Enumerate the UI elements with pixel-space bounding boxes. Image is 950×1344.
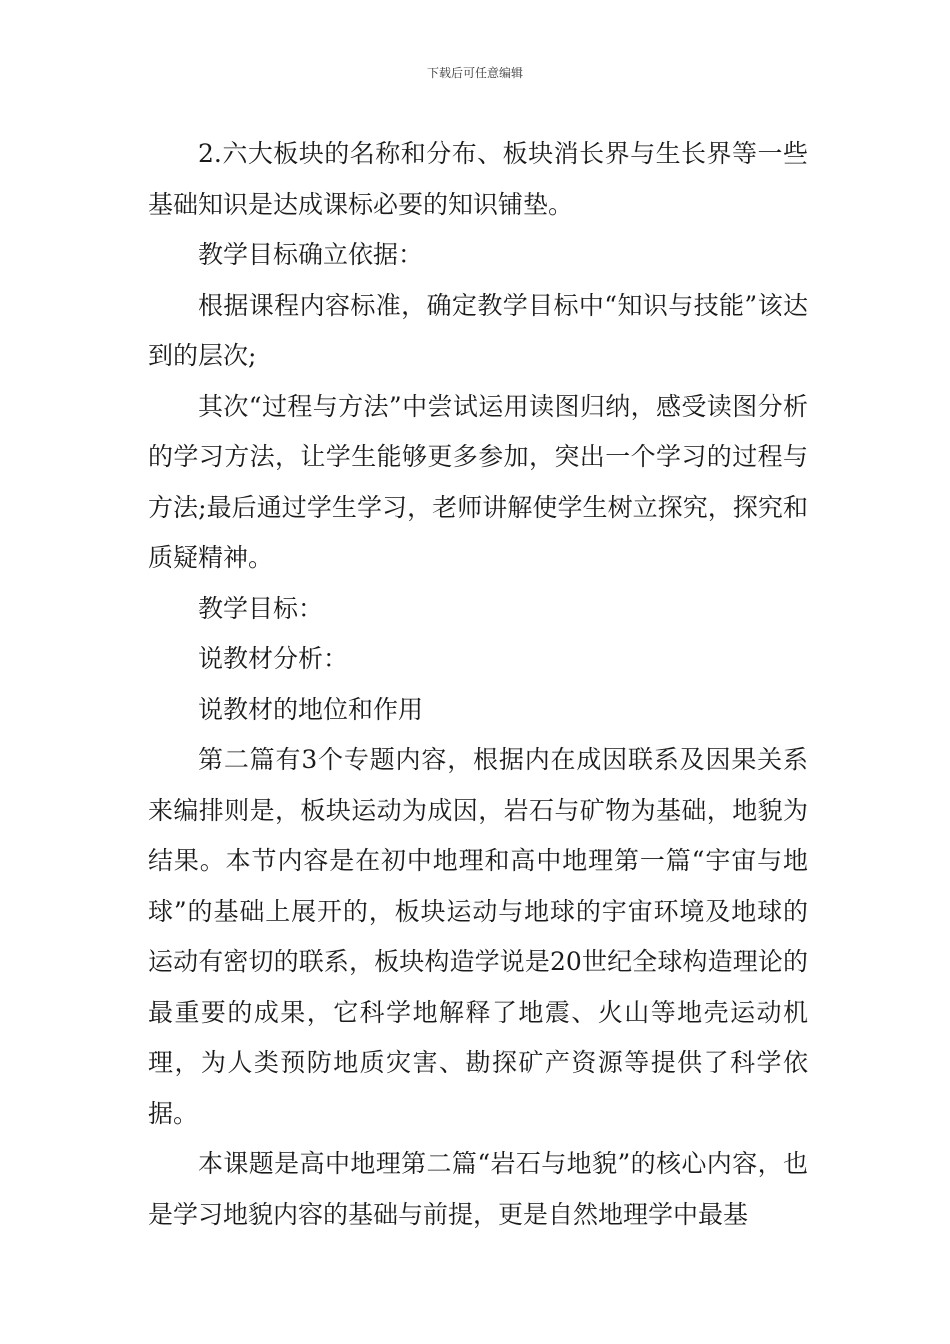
page-header: 下载后可任意编辑 <box>426 66 523 80</box>
paragraph-curriculum-standard: 根据课程内容标准，确定教学目标中“知识与技能”该达到的层次; <box>148 290 808 370</box>
paragraph-second-part-content: 第二篇有3个专题内容，根据内在成因联系及因果关系来编排则是，板块运动为成因，岩石与矿物为基础，地貌为结果。本节内容是在初中地理和高中地理第一篇“宇宙与地球”的基础上展开的，板块运动与地球的宇宙环境及地球的运动有密切的联系，板块构造学说是20世纪全球构造理论的最重要的成果，它科学地解释了地震、火山等地壳运动机理，为人类预防地质灾害、勘探矿产资源等提供了科学依据。 <box>148 745 808 1128</box>
paragraph-textbook-role-heading: 说教材的地位和作用 <box>198 694 424 724</box>
paragraph-goal-basis-heading: 教学目标确立依据： <box>198 240 424 269</box>
paragraph-core-content: 本课题是高中地理第二篇“岩石与地貌”的核心内容，也是学习地貌内容的基础与前提，更是自然地理学中最基 <box>148 1149 808 1229</box>
document-body <box>148 129 808 1240</box>
paragraph-teaching-goal-heading: 教学目标： <box>198 593 324 623</box>
paragraph-plate-knowledge: 2.六大板块的名称和分布、板块消长界与生长界等一些基础知识是达成课标必要的知识铺垫。 <box>148 139 808 219</box>
paragraph-textbook-analysis-heading: 说教材分析： <box>198 644 349 673</box>
paragraph-process-method: 其次“过程与方法”中尝试运用读图归纳，感受读图分析的学习方法，让学生能够更多参加，突出一个学习的过程与方法;最后通过学生学习，老师讲解使学生树立探究，探究和质疑精神。 <box>148 391 808 572</box>
